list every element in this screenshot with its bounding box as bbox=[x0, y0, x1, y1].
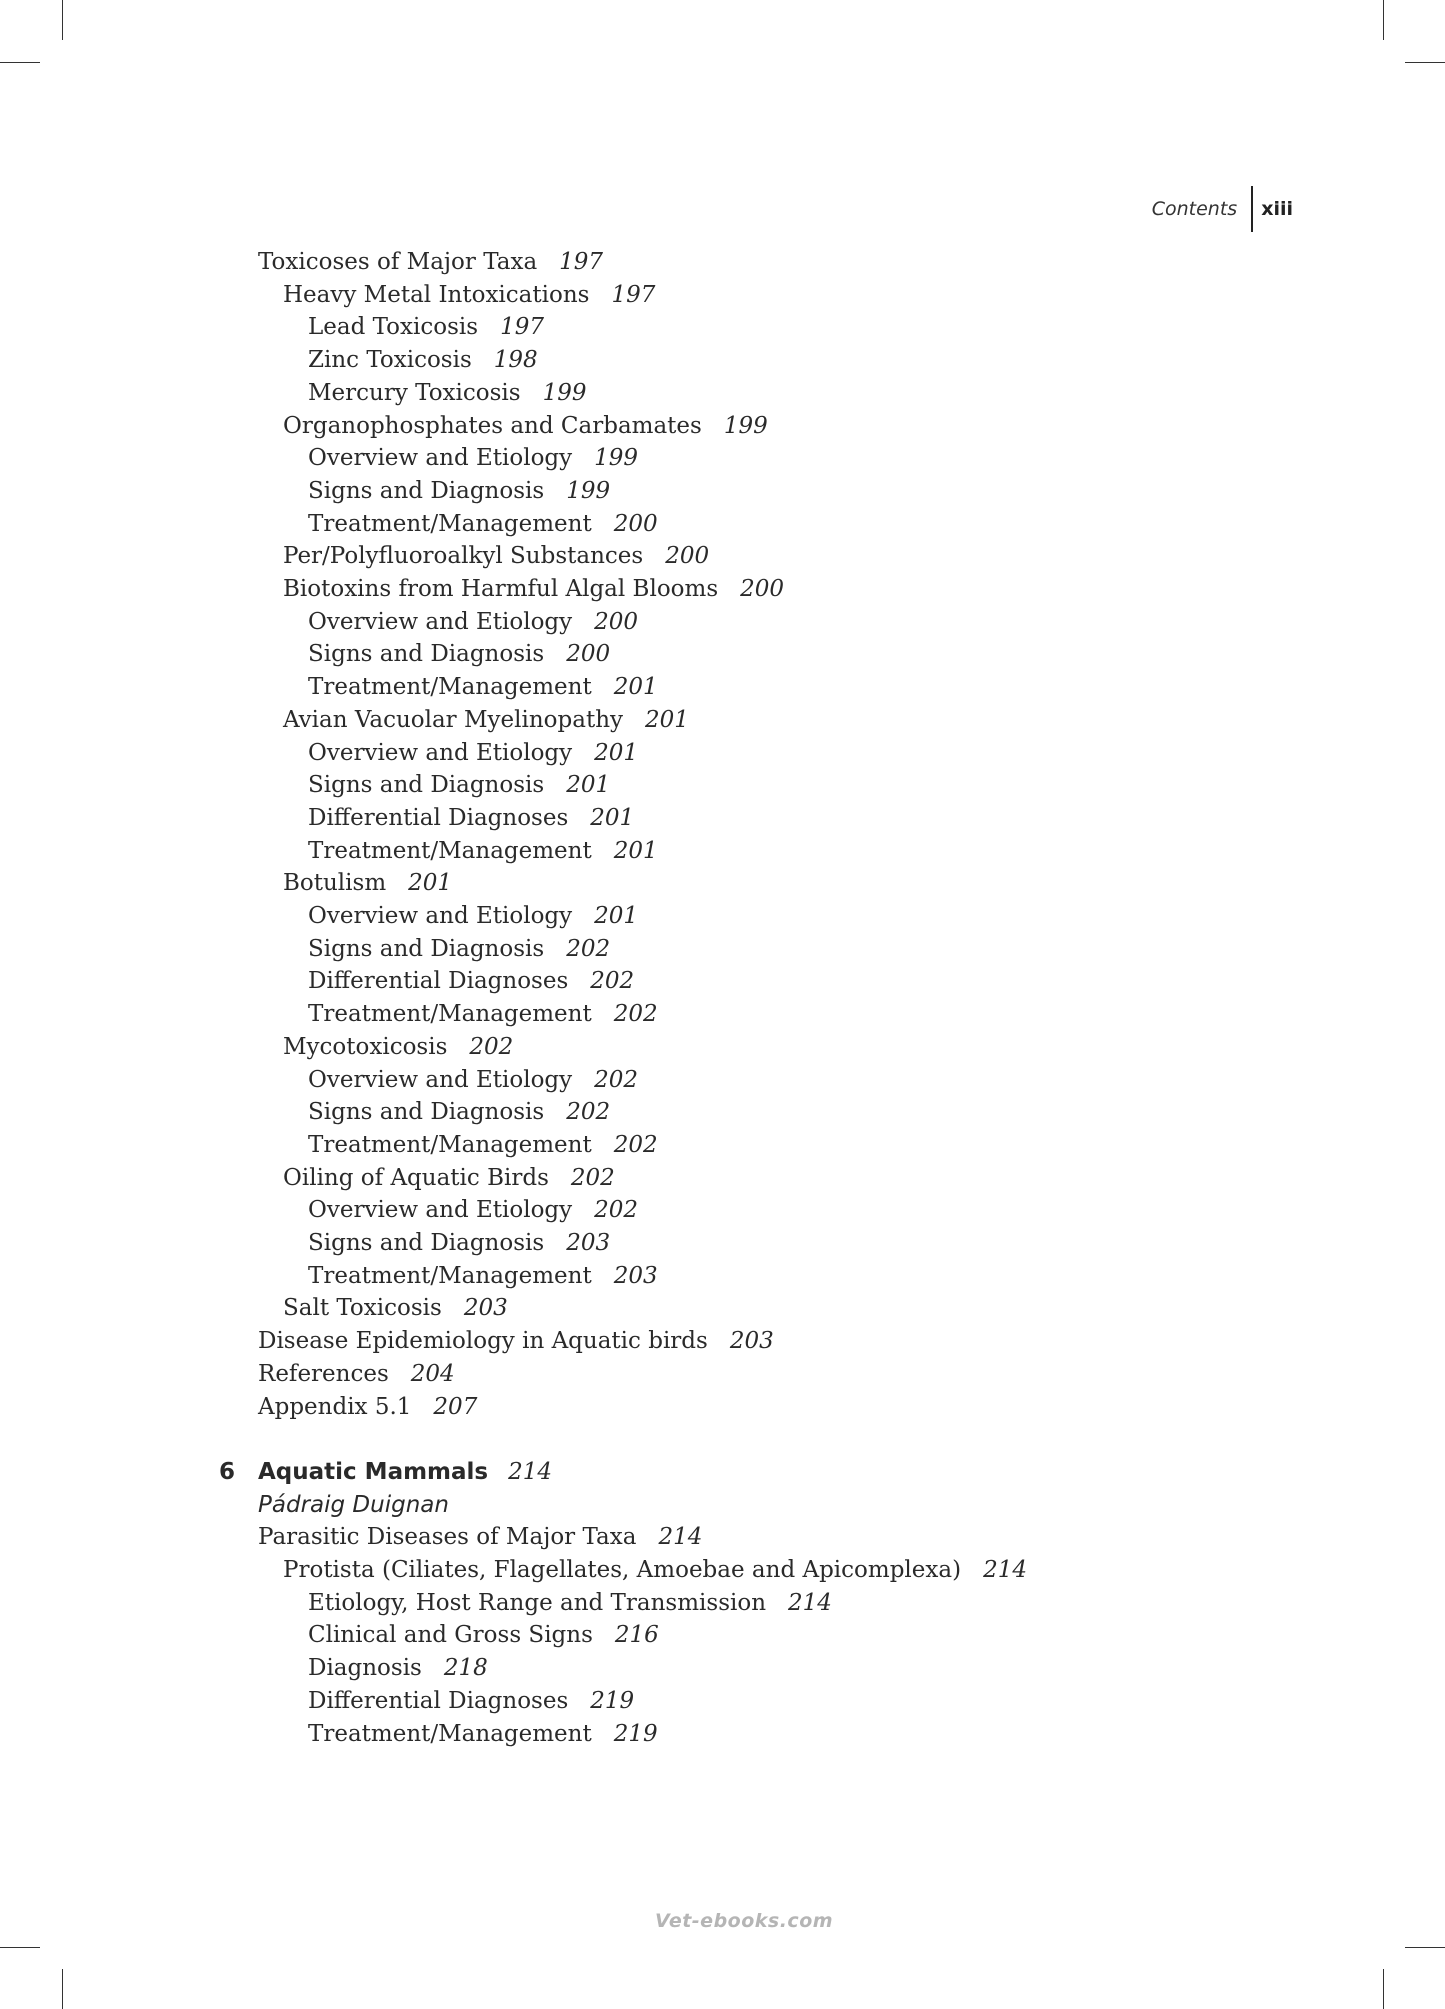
toc-entry-page: 219 bbox=[590, 1687, 635, 1714]
toc-entry[interactable] bbox=[308, 671, 658, 703]
toc-entry-page: 200 bbox=[566, 641, 611, 668]
toc-entry-title: Lead Toxicosis bbox=[308, 314, 479, 341]
toc-entry-title: Mycotoxicosis bbox=[283, 1033, 448, 1060]
toc-entry-title: Disease Epidemiology in Aquatic birds bbox=[258, 1328, 708, 1355]
toc-entry-page: 202 bbox=[613, 1001, 658, 1028]
toc-entry[interactable] bbox=[308, 998, 658, 1030]
toc-entry-title: Salt Toxicosis bbox=[283, 1295, 442, 1322]
toc-entry-page: 201 bbox=[645, 706, 689, 733]
toc-entry-title: Botulism bbox=[283, 870, 387, 897]
toc-entry-page: 200 bbox=[665, 543, 710, 570]
toc-entry-title: Biotoxins from Harmful Algal Blooms bbox=[283, 576, 719, 602]
toc-entry[interactable] bbox=[283, 1554, 1027, 1586]
toc-entry-page: 201 bbox=[590, 804, 635, 831]
crop-mark bbox=[0, 62, 40, 63]
toc-entry-page: 198 bbox=[493, 347, 538, 374]
toc-entry[interactable] bbox=[308, 1652, 488, 1684]
toc-entry-page: 202 bbox=[594, 1066, 639, 1093]
toc-entry[interactable] bbox=[308, 900, 638, 932]
toc-entry-page: 214 bbox=[983, 1557, 1027, 1583]
toc-entry-title: Overview and Etiology bbox=[308, 445, 573, 472]
toc-entry-page: 202 bbox=[566, 935, 611, 962]
toc-entry-title: Oiling of Aquatic Birds bbox=[283, 1164, 549, 1191]
toc-entry[interactable] bbox=[308, 1685, 634, 1717]
toc-entry[interactable] bbox=[308, 344, 538, 376]
toc-entry[interactable] bbox=[283, 573, 784, 605]
toc-entry-page: 203 bbox=[729, 1328, 774, 1355]
toc-entry-page: 197 bbox=[611, 281, 656, 308]
toc-entry-title: Signs and Diagnosis bbox=[308, 935, 545, 962]
toc-entry-title: Toxicoses of Major Taxa bbox=[258, 249, 538, 275]
toc-entry-title: Treatment/Management bbox=[308, 510, 592, 537]
toc-entry-page: 199 bbox=[594, 445, 639, 472]
toc-entry-page: 202 bbox=[570, 1164, 615, 1191]
toc-entry-title: Protista (Ciliates, Flagellates, Amoebae and Apicomplexa) bbox=[283, 1557, 962, 1583]
toc-entry-page: 202 bbox=[469, 1033, 514, 1060]
toc-entry-title: Treatment/Management bbox=[308, 674, 592, 701]
toc-entry-page: 203 bbox=[566, 1230, 611, 1256]
watermark-logo: Vet-ebooks.com bbox=[655, 1910, 834, 1932]
toc-entry-title: Clinical and Gross Signs bbox=[308, 1622, 593, 1649]
toc-entry[interactable] bbox=[283, 704, 689, 736]
toc-entry[interactable] bbox=[308, 1619, 659, 1651]
toc-entry-title: Per/Polyfluoroalkyl Substances bbox=[283, 543, 644, 570]
toc-entry-title: Heavy Metal Intoxications bbox=[283, 281, 590, 308]
toc-entry-page: 200 bbox=[594, 608, 639, 635]
crop-mark bbox=[1405, 1947, 1445, 1948]
toc-entry-title: Mercury Toxicosis bbox=[308, 379, 521, 406]
crop-mark bbox=[1405, 62, 1445, 63]
toc-entry[interactable] bbox=[308, 606, 638, 638]
toc-entry-title: Avian Vacuolar Myelinopathy bbox=[283, 706, 624, 733]
toc-entry[interactable] bbox=[308, 1129, 658, 1161]
toc-entry-title: References bbox=[258, 1360, 389, 1387]
toc-entry[interactable] bbox=[308, 769, 610, 801]
toc-entry-page: 218 bbox=[443, 1655, 488, 1682]
toc-entry-title: Overview and Etiology bbox=[308, 1197, 573, 1224]
toc-entry-title: Treatment/Management bbox=[308, 1262, 592, 1289]
chapter-heading bbox=[258, 1456, 552, 1488]
toc-entry[interactable] bbox=[283, 279, 655, 311]
toc-entry-title: Parasitic Diseases of Major Taxa bbox=[258, 1524, 637, 1551]
toc-entry-title: Signs and Diagnosis bbox=[308, 1099, 545, 1126]
crop-mark bbox=[1383, 0, 1384, 40]
chapter-number: 6 bbox=[219, 1458, 236, 1485]
toc-entry-title: Signs and Diagnosis bbox=[308, 1230, 545, 1256]
toc-entry-title: Differential Diagnoses bbox=[308, 968, 569, 995]
toc-entry-page: 200 bbox=[613, 510, 658, 537]
toc-entry-page: 199 bbox=[542, 379, 587, 406]
toc-entry-page: 216 bbox=[614, 1622, 659, 1649]
chapter-page: 214 bbox=[508, 1458, 553, 1485]
toc-entry-page: 197 bbox=[559, 249, 604, 275]
toc-entry[interactable] bbox=[308, 1064, 638, 1096]
chapter-author: Pádraig Duignan bbox=[258, 1491, 449, 1518]
toc-entry[interactable] bbox=[308, 802, 634, 834]
toc-entry-page: 203 bbox=[613, 1262, 658, 1289]
running-head-title: Contents bbox=[1151, 198, 1238, 220]
toc-entry-page: 199 bbox=[566, 477, 611, 504]
toc-entry-title: Etiology, Host Range and Transmission bbox=[308, 1589, 767, 1616]
toc-entry[interactable] bbox=[283, 540, 709, 572]
toc-entry-title: Signs and Diagnosis bbox=[308, 641, 545, 668]
toc-entry-title: Signs and Diagnosis bbox=[308, 772, 545, 799]
toc-entry-page: 200 bbox=[740, 576, 785, 602]
toc-entry-title: Overview and Etiology bbox=[308, 739, 573, 766]
toc-entry[interactable] bbox=[258, 1391, 477, 1423]
toc-entry-page: 199 bbox=[723, 412, 768, 439]
toc-entry-page: 197 bbox=[500, 314, 544, 341]
crop-mark bbox=[62, 0, 63, 40]
toc-entry-page: 201 bbox=[408, 870, 453, 897]
toc-entry-title: Differential Diagnoses bbox=[308, 804, 569, 831]
toc-entry-page: 201 bbox=[594, 903, 639, 929]
toc-entry[interactable] bbox=[308, 508, 658, 540]
toc-entry[interactable] bbox=[308, 933, 610, 965]
toc-entry[interactable] bbox=[308, 1718, 658, 1750]
toc-entry-title: Treatment/Management bbox=[308, 1131, 592, 1158]
toc-entry[interactable] bbox=[308, 1096, 610, 1128]
toc-entry-title: Treatment/Management bbox=[308, 1001, 592, 1028]
toc-entry[interactable] bbox=[283, 1292, 508, 1324]
toc-entry-page: 204 bbox=[410, 1360, 455, 1387]
running-head bbox=[1152, 186, 1293, 232]
toc-entry-title: Treatment/Management bbox=[308, 1720, 592, 1747]
toc-entry[interactable] bbox=[283, 867, 452, 899]
toc-entry[interactable] bbox=[308, 1587, 832, 1619]
toc-entry[interactable] bbox=[308, 475, 610, 507]
toc-entry[interactable] bbox=[308, 1260, 658, 1292]
toc-entry[interactable] bbox=[308, 737, 638, 769]
toc-entry[interactable] bbox=[308, 442, 638, 474]
toc-entry-title: Overview and Etiology bbox=[308, 1066, 573, 1093]
toc-entry-page: 219 bbox=[613, 1720, 658, 1747]
toc-entry-title: Overview and Etiology bbox=[308, 608, 573, 635]
crop-mark bbox=[62, 1969, 63, 2009]
toc-entry-page: 201 bbox=[613, 674, 658, 701]
toc-entry[interactable] bbox=[283, 1162, 615, 1194]
toc-entry[interactable] bbox=[283, 410, 768, 442]
crop-mark bbox=[0, 1947, 40, 1948]
toc-entry[interactable] bbox=[308, 311, 544, 343]
toc-entry-page: 202 bbox=[590, 968, 635, 995]
toc-entry-page: 202 bbox=[594, 1197, 639, 1224]
toc-entry-title: Differential Diagnoses bbox=[308, 1687, 569, 1714]
toc-entry-page: 203 bbox=[463, 1295, 508, 1322]
toc-entry-page: 214 bbox=[788, 1589, 832, 1616]
toc-entry-title: Overview and Etiology bbox=[308, 903, 573, 929]
chapter-title: Aquatic Mammals bbox=[258, 1458, 489, 1485]
toc-entry-page: 202 bbox=[566, 1099, 611, 1126]
toc-entry-title: Treatment/Management bbox=[308, 837, 592, 864]
toc-entry-title: Diagnosis bbox=[308, 1655, 422, 1682]
toc-entry[interactable] bbox=[308, 1227, 610, 1259]
toc-entry[interactable] bbox=[308, 377, 586, 409]
toc-entry-title: Zinc Toxicosis bbox=[308, 347, 472, 374]
toc-entry-page: 207 bbox=[433, 1393, 478, 1420]
toc-entry[interactable] bbox=[258, 1521, 702, 1553]
toc-entry[interactable] bbox=[258, 246, 603, 278]
toc-entry[interactable] bbox=[258, 1325, 774, 1357]
crop-mark bbox=[1383, 1969, 1384, 2009]
toc-entry-title: Organophosphates and Carbamates bbox=[283, 412, 702, 439]
toc-entry[interactable] bbox=[308, 835, 658, 867]
toc-entry[interactable] bbox=[308, 1194, 638, 1226]
toc-entry[interactable] bbox=[308, 638, 610, 670]
toc-entry-page: 201 bbox=[566, 772, 611, 799]
toc-entry[interactable] bbox=[258, 1358, 455, 1390]
toc-entry-page: 202 bbox=[613, 1131, 658, 1158]
toc-entry-title: Appendix 5.1 bbox=[258, 1393, 412, 1420]
toc-entry-page: 201 bbox=[613, 837, 658, 864]
toc-entry[interactable] bbox=[308, 965, 634, 997]
toc-entry-page: 214 bbox=[658, 1524, 703, 1551]
toc-entry[interactable] bbox=[283, 1031, 513, 1063]
toc-entry-title: Signs and Diagnosis bbox=[308, 477, 545, 504]
page-number: xiii bbox=[1261, 198, 1293, 220]
toc-entry-page: 201 bbox=[594, 739, 639, 766]
